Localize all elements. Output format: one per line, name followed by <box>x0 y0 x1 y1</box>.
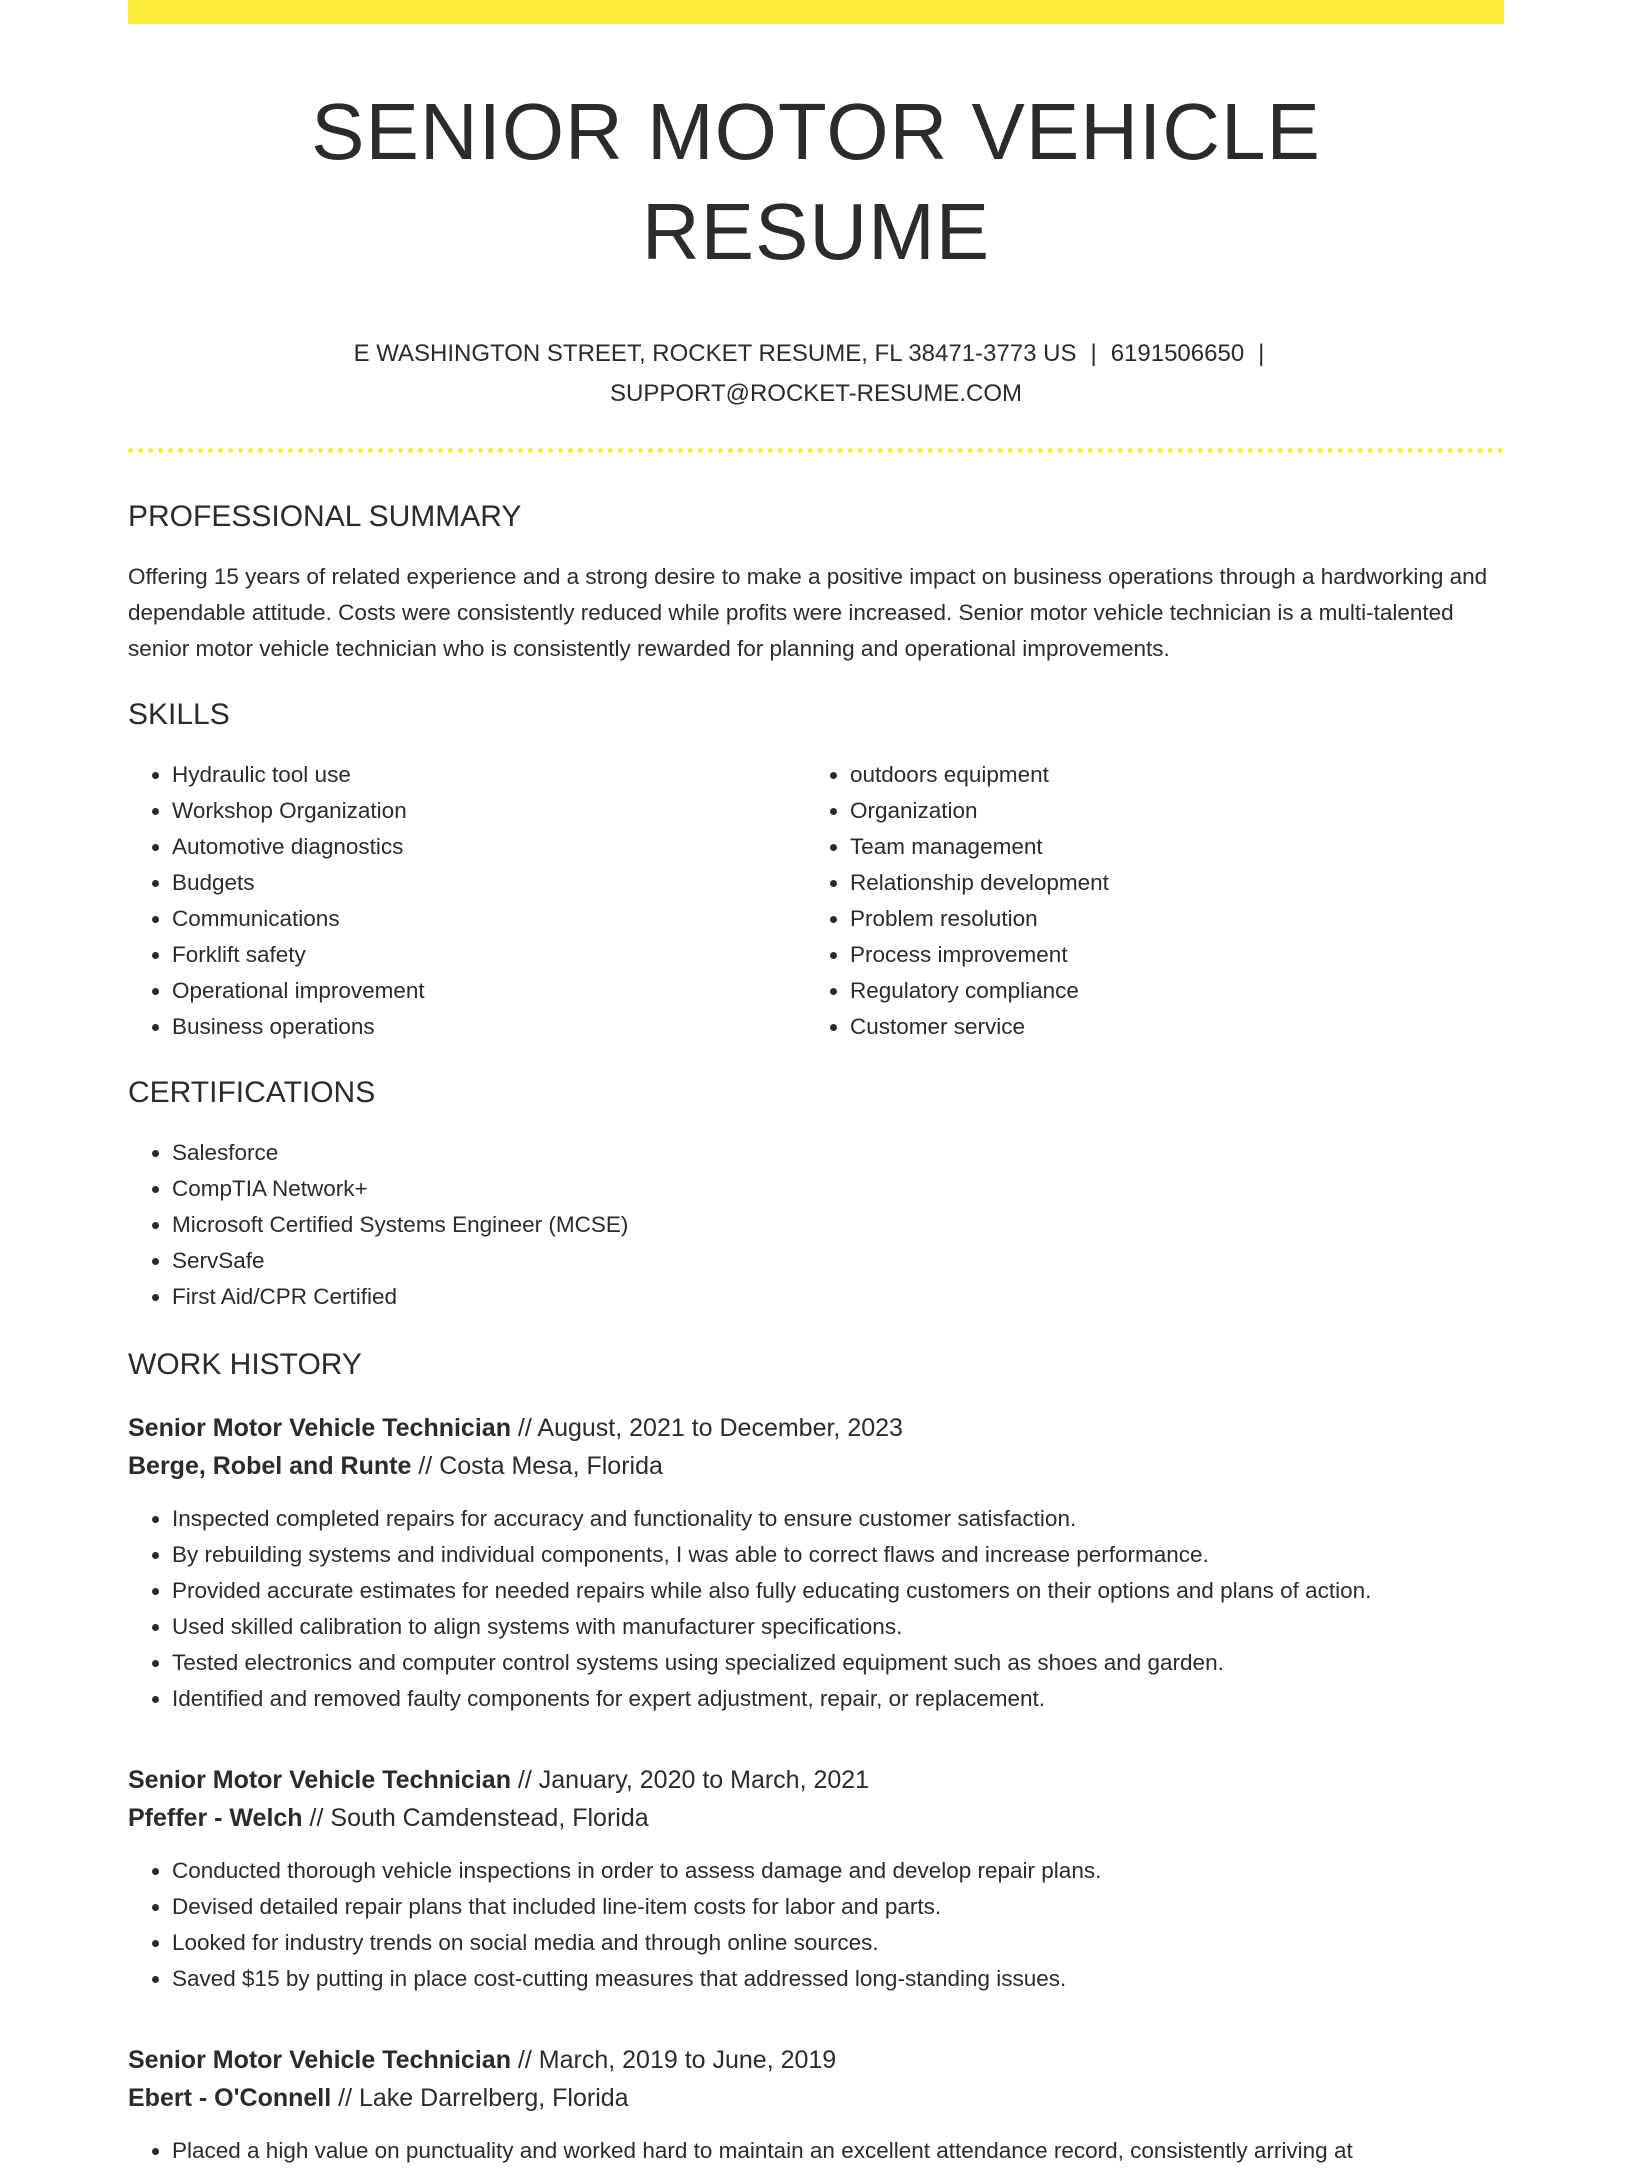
job-divider: // <box>338 2084 353 2112</box>
summary-section <box>128 497 1504 667</box>
job-bullets <box>128 2133 1504 2169</box>
job-title: Senior Motor Vehicle Technician <box>128 2046 511 2074</box>
contact-address: E WASHINGTON STREET, ROCKET RESUME, FL 38471-3773 US <box>353 340 1077 367</box>
job-company: Ebert - O'Connell <box>128 2084 332 2112</box>
job-company-line <box>128 2079 1504 2117</box>
top-accent-bar <box>128 0 1504 24</box>
summary-heading: PROFESSIONAL SUMMARY <box>128 500 522 533</box>
skill-item: • Budgets <box>172 865 806 901</box>
certification-item: • Salesforce <box>172 1135 1504 1171</box>
job-divider: // <box>309 1804 324 1832</box>
job-location: Lake Darrelberg, Florida <box>359 2084 629 2112</box>
job-bullet: • Used skilled calibration to align systems with manufacturer specifications. <box>172 1609 1504 1645</box>
job-bullet: • Devised detailed repair plans that included line-item costs for labor and parts. <box>172 1889 1504 1925</box>
skill-item: • Forklift safety <box>172 937 806 973</box>
job-title: Senior Motor Vehicle Technician <box>128 1766 511 1794</box>
skill-item: • Business operations <box>172 1009 806 1045</box>
skill-item: • Organization <box>850 793 1484 829</box>
work-history-heading: WORK HISTORY <box>128 1348 362 1381</box>
contact-separator: | <box>1258 340 1265 367</box>
job-dates: March, 2019 to June, 2019 <box>538 2046 837 2074</box>
job-divider: // <box>517 1766 532 1794</box>
skills-section <box>128 695 1504 1045</box>
job-divider: // <box>418 1452 433 1480</box>
job-divider: // <box>517 2046 532 2074</box>
contact-info <box>128 334 1504 414</box>
skill-item: • Process improvement <box>850 937 1484 973</box>
skills-list-left <box>128 757 806 1045</box>
job-bullets <box>128 1853 1504 1997</box>
job-location: Costa Mesa, Florida <box>439 1452 663 1480</box>
certification-item: • Microsoft Certified Systems Engineer (MCSE) <box>172 1207 1504 1243</box>
job-title-line <box>128 1409 1504 1447</box>
skill-item: • Communications <box>172 901 806 937</box>
skill-item: • Workshop Organization <box>172 793 806 829</box>
skills-heading: SKILLS <box>128 698 230 731</box>
skill-item: • Team management <box>850 829 1484 865</box>
job-bullets <box>128 1501 1504 1717</box>
resume-page <box>128 0 1504 2169</box>
skill-item: • Automotive diagnostics <box>172 829 806 865</box>
job-bullet: • By rebuilding systems and individual components, I was able to correct flaws and increase performance. <box>172 1537 1504 1573</box>
job-title: Senior Motor Vehicle Technician <box>128 1414 511 1442</box>
job-entry <box>128 1409 1504 1717</box>
job-bullet: • Provided accurate estimates for needed repairs while also fully educating customers on their options and plans of action. <box>172 1573 1504 1609</box>
job-entry <box>128 1761 1504 1997</box>
certification-item: • ServSafe <box>172 1243 1504 1279</box>
contact-email[interactable]: SUPPORT@ROCKET-RESUME.COM <box>610 380 1022 407</box>
certifications-list <box>128 1135 1504 1315</box>
certifications-section <box>128 1073 1504 1315</box>
skills-list-right <box>806 757 1484 1045</box>
header-divider <box>128 448 1504 453</box>
skill-item: • Relationship development <box>850 865 1484 901</box>
skill-item: • Regulatory compliance <box>850 973 1484 1009</box>
certification-item: • First Aid/CPR Certified <box>172 1279 1504 1315</box>
skill-item: • outdoors equipment <box>850 757 1484 793</box>
job-dates: January, 2020 to March, 2021 <box>538 1766 870 1794</box>
job-company-line <box>128 1447 1504 1485</box>
job-bullet: • Inspected completed repairs for accuracy and functionality to ensure customer satisfaction. <box>172 1501 1504 1537</box>
job-title-line <box>128 1761 1504 1799</box>
skill-item: • Customer service <box>850 1009 1484 1045</box>
job-bullet: • Tested electronics and computer control systems using specialized equipment such as shoes and garden. <box>172 1645 1504 1681</box>
job-bullet: • Placed a high value on punctuality and worked hard to maintain an excellent attendance record, consistently arriving at <box>172 2133 1504 2169</box>
work-history-section <box>128 1345 1504 2169</box>
job-company: Pfeffer - Welch <box>128 1804 303 1832</box>
contact-phone: 6191506650 <box>1110 340 1245 367</box>
certification-item: • CompTIA Network+ <box>172 1171 1504 1207</box>
skill-item: • Operational improvement <box>172 973 806 1009</box>
job-entry <box>128 2041 1504 2169</box>
skill-item: • Problem resolution <box>850 901 1484 937</box>
contact-separator: | <box>1090 340 1097 367</box>
skill-item: • Hydraulic tool use <box>172 757 806 793</box>
job-bullet: • Looked for industry trends on social media and through online sources. <box>172 1925 1504 1961</box>
job-company-line <box>128 1799 1504 1837</box>
job-company: Berge, Robel and Runte <box>128 1452 412 1480</box>
certifications-heading: CERTIFICATIONS <box>128 1076 376 1109</box>
summary-text: Offering 15 years of related experience and a strong desire to make a positive impact on business operations through a hardworking and dependable attitude. Costs were consistently reduced while profits were increased. Senior motor vehicle technician is a multi-talented senior motor vehicle technician who is consistently rewarded for planning and operational improvements. <box>128 564 1488 661</box>
job-bullet: • Identified and removed faulty components for expert adjustment, repair, or replacement. <box>172 1681 1504 1717</box>
job-location: South Camdenstead, Florida <box>330 1804 649 1832</box>
job-title-line <box>128 2041 1504 2079</box>
job-divider: // <box>517 1414 532 1442</box>
job-bullet: • Saved $15 by putting in place cost-cutting measures that addressed long-standing issues. <box>172 1961 1504 1997</box>
resume-title: SENIOR MOTOR VEHICLE RESUME <box>311 87 1321 276</box>
skills-columns <box>128 757 1504 1045</box>
job-dates: August, 2021 to December, 2023 <box>537 1414 903 1442</box>
job-bullet: • Conducted thorough vehicle inspections in order to assess damage and develop repair plans. <box>172 1853 1504 1889</box>
